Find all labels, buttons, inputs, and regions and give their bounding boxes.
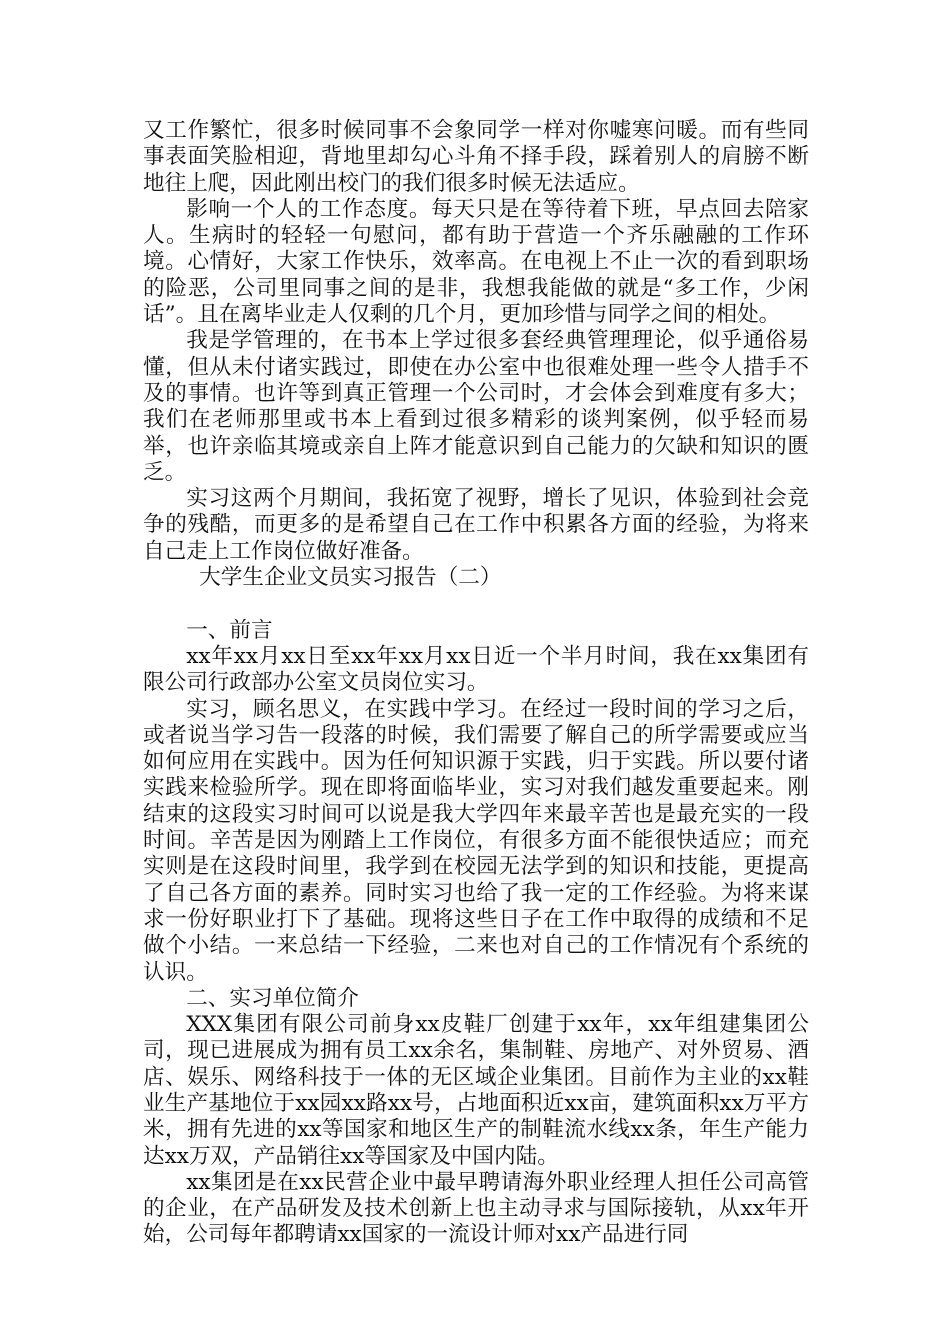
- paragraph-two-months: 实习这两个月期间，我拓宽了视野，增长了见识，体验到社会竞争的残酷，而更多的是希望自己在工作中积累各方面的经验，为将来自己走上工作岗位做好准备。: [143, 486, 809, 564]
- paragraph-continued: 又工作繁忙，很多时候同事不会象同学一样对你嘘寒问暖。而有些同事表面笑脸相迎，背地里却勾心斗角不择手段，踩着别人的肩膀不断地往上爬，因此刚出校门的我们很多时候无法适应。: [143, 118, 809, 196]
- paragraph-internship-period: xx年xx月xx日至xx年xx月xx日近一个半月时间，我在xx集团有限公司行政部办公室文员岗位实习。: [143, 643, 809, 696]
- blank-line: [143, 591, 809, 617]
- paragraph-company-history: XXX集团有限公司前身xx皮鞋厂创建于xx年，xx年组建集团公司，现已进展成为拥有员工xx余名，集制鞋、房地产、对外贸易、酒店、娱乐、网络科技于一体的无区域企业集团。目前作为主业的xx鞋业生产基地位于xx园xx路xx号，占地面积近xx亩，建筑面积xx万平方米，拥有先进的xx等国家和地区生产的制鞋流水线xx条，年生产能力达xx万双，产品销往xx等国家及中国内陆。: [143, 1012, 809, 1169]
- section-heading-preface: 一、前言: [186, 617, 273, 643]
- paragraph-work-attitude: 影响一个人的工作态度。每天只是在等待着下班，早点回去陪家人。生病时的轻轻一句慰问，都有助于营造一个齐乐融融的工作环境。心情好，大家工作快乐，效率高。在电视上不止一次的看到职场的险恶，公司里同事之间的是非，我想我能做的就是“多工作，少闲话”。且在离毕业走人仅剩的几个月，更加珍惜与同学之间的相处。: [143, 196, 809, 328]
- paragraph-management: 我是学管理的，在书本上学过很多套经典管理理论，似乎通俗易懂，但从未付诸实践过，即使在办公室中也很难处理一些令人措手不及的事情。也许等到真正管理一个公司时，才会体会到难度有多大；我们在老师那里或书本上看到过很多精彩的谈判案例，似乎轻而易举，也许亲临其境或亲自上阵才能意识到自己能力的欠缺和知识的匮乏。: [143, 328, 809, 485]
- paragraph-internship-meaning: 实习，顾名思义，在实践中学习。在经过一段时间的学习之后，或者说当学习告一段落的时候，我们需要了解自己的所学需要或应当如何应用在实践中。因为任何知识源于实践，归于实践。所以要付诸实践来检验所学。现在即将面临毕业，实习对我们越发重要起来。刚结束的这段实习时间可以说是我大学四年来最辛苦也是最充实的一段时间。辛苦是因为刚踏上工作岗位，有很多方面不能很快适应；而充实则是在这段时间里，我学到在校园无法学到的知识和技能，更提高了自己各方面的素养。同时实习也给了我一定的工作经验。为将来谋求一份好职业打下了基础。现将这些日子在工作中取得的成绩和不足做个小结。一来总结一下经验，二来也对自己的工作情况有个系统的认识。: [143, 696, 809, 985]
- section-heading-company-intro: 二、实习单位简介: [186, 985, 359, 1011]
- report-title: 大学生企业文员实习报告（二）: [199, 565, 502, 591]
- paragraph-company-management: xx集团是在xx民营企业中最早聘请海外职业经理人担任公司高管的企业，在产品研发及技术创新上也主动寻求与国际接轨，从xx年开始，公司每年都聘请xx国家的一流设计师对xx产品进行同: [143, 1169, 809, 1248]
- document-page: [143, 118, 809, 1249]
